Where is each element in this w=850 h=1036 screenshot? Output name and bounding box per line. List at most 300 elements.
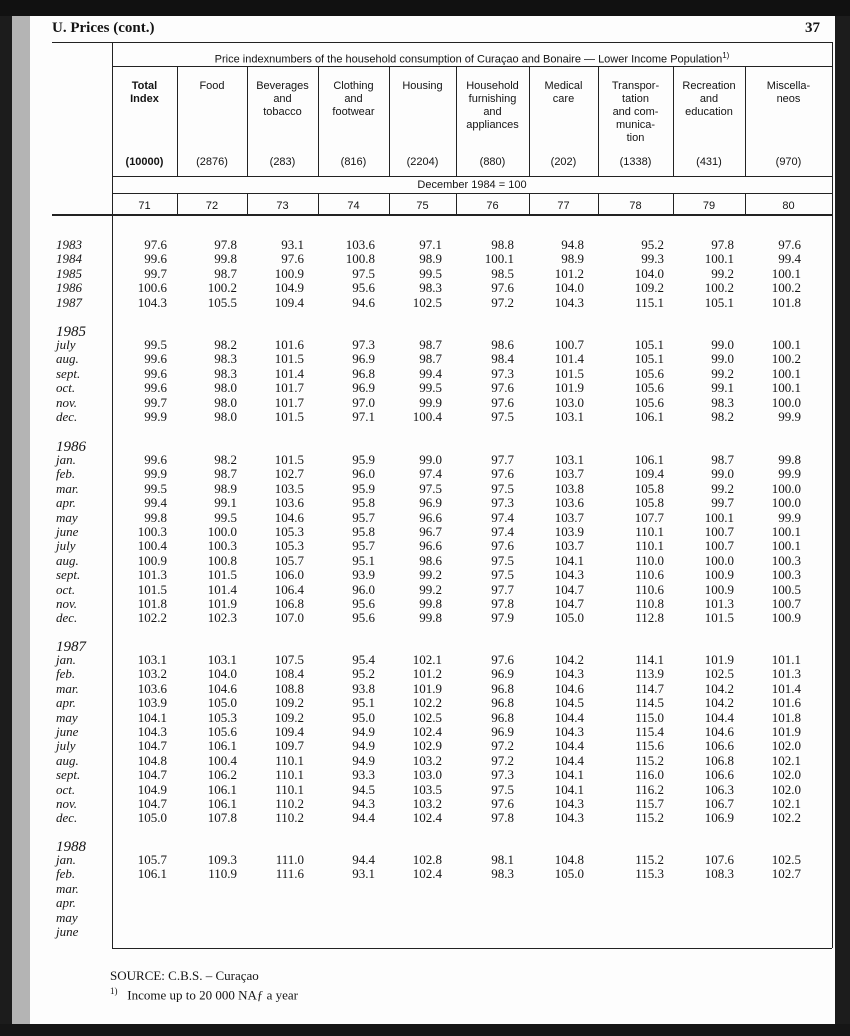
table-cell: 96.8 <box>491 680 514 696</box>
row-label: sept. <box>56 567 81 583</box>
weights-rule <box>112 176 832 177</box>
table-cell: 99.6 <box>144 380 167 396</box>
table-cell: 105.1 <box>634 351 664 367</box>
table-cell: 104.3 <box>554 294 584 310</box>
table-cell: 94.4 <box>352 810 375 826</box>
footnote-text: Income up to 20 000 NAƒ a year <box>127 987 299 1003</box>
table-cell: 108.3 <box>704 866 734 882</box>
table-cell: 97.5 <box>491 480 514 496</box>
table-cell: 104.1 <box>554 767 584 783</box>
table-cell: 98.3 <box>491 866 514 882</box>
row-label: oct. <box>56 781 76 797</box>
table-cell: 103.2 <box>137 666 167 682</box>
table-cell: 96.7 <box>419 524 442 539</box>
table-cell: 105.0 <box>554 610 584 626</box>
table-cell: 103.1 <box>554 409 584 424</box>
table-cell: 103.1 <box>554 452 584 467</box>
table-cell: 105.8 <box>634 495 664 511</box>
table-cell: 93.1 <box>352 866 375 882</box>
table-cell: 106.6 <box>704 767 734 783</box>
table-cell: 115.7 <box>635 796 664 811</box>
column-header-line: munica- <box>615 119 656 131</box>
row-label: oct. <box>56 581 76 597</box>
table-cell: 106.6 <box>704 738 734 754</box>
table-cell: 97.6 <box>491 466 514 482</box>
table-cell: 95.1 <box>352 695 375 711</box>
table-cell: 94.9 <box>352 752 375 768</box>
column-number: 78 <box>629 200 642 212</box>
row-label: july <box>56 337 76 352</box>
row-label: july <box>56 738 76 754</box>
table-cell: 98.6 <box>491 337 514 352</box>
table-cell: 99.8 <box>419 596 442 611</box>
body-top-rule <box>52 214 832 216</box>
table-cell: 97.4 <box>491 524 514 539</box>
table-cell: 98.0 <box>214 394 237 410</box>
table-cell: 99.1 <box>214 495 237 511</box>
table-cell: 116.0 <box>635 767 664 783</box>
table-cell: 102.4 <box>412 866 442 882</box>
column-header-6 <box>456 80 529 132</box>
row-label: may <box>56 909 78 925</box>
table-cell: 100.1 <box>771 337 801 352</box>
table-cell: 95.9 <box>352 452 375 467</box>
column-weight: (816) <box>340 156 367 168</box>
row-label: 1987 <box>56 294 82 310</box>
table-cell: 97.0 <box>352 394 375 410</box>
table-cell: 96.9 <box>352 351 375 367</box>
table-cell: 101.8 <box>771 294 801 310</box>
table-cell: 115.2 <box>635 810 664 826</box>
row-label: may <box>56 709 78 725</box>
table-cell: 108.8 <box>274 680 304 696</box>
header-rule <box>52 42 832 43</box>
row-label: june <box>56 924 79 939</box>
table-cell: 97.6 <box>491 796 514 811</box>
table-cell: 103.0 <box>554 394 584 410</box>
table-cell: 104.8 <box>554 852 584 867</box>
column-header-line: appliances <box>466 119 519 131</box>
table-cell: 97.5 <box>491 781 514 797</box>
table-cell: 99.9 <box>144 409 167 424</box>
table-cell: 98.3 <box>214 365 237 381</box>
table-cell: 102.5 <box>771 852 801 867</box>
table-cell: 99.0 <box>711 466 734 482</box>
column-header-line: and <box>273 93 292 105</box>
table-cell: 106.9 <box>704 810 734 826</box>
table-cell: 109.4 <box>274 724 304 739</box>
column-header-line: Total <box>131 80 158 92</box>
table-cell: 95.2 <box>352 666 375 682</box>
table-cell: 96.6 <box>419 538 442 554</box>
table-cell: 97.2 <box>491 738 514 754</box>
source-note: SOURCE: C.B.S. – Curaçao <box>110 968 259 983</box>
table-cell: 106.3 <box>704 781 734 797</box>
page-number: 37 <box>805 20 820 36</box>
column-header-4 <box>318 80 389 119</box>
column-header-line: tobacco <box>263 106 302 118</box>
column-header-line: and <box>483 106 502 118</box>
table-cell: 99.5 <box>419 380 442 396</box>
column-header-line: Medical <box>544 80 583 92</box>
table-cell: 116.2 <box>635 781 664 797</box>
table-cell: 101.5 <box>274 452 304 467</box>
table-cell: 97.3 <box>352 337 375 352</box>
table-cell: 107.6 <box>704 852 734 867</box>
table-cell: 95.6 <box>352 596 375 611</box>
column-header-10 <box>745 80 832 106</box>
table-cell: 99.9 <box>778 509 801 525</box>
row-label: june <box>56 724 79 739</box>
table-cell: 102.5 <box>412 294 442 310</box>
table-cell: 103.1 <box>137 652 167 667</box>
table-cell: 104.9 <box>137 781 167 797</box>
table-cell: 104.0 <box>554 280 584 296</box>
table-cell: 104.7 <box>554 596 584 611</box>
table-cell: 97.4 <box>491 509 514 525</box>
table-cell: 100.1 <box>771 265 801 281</box>
table-bottom-rule <box>112 948 832 949</box>
table-cell: 109.2 <box>274 695 304 711</box>
table-cell: 99.5 <box>419 265 442 281</box>
table-cell: 100.1 <box>771 380 801 396</box>
table-cell: 101.2 <box>554 265 584 281</box>
table-cell: 110.1 <box>275 752 304 768</box>
table-cell: 99.8 <box>144 509 167 525</box>
table-cell: 95.8 <box>352 524 375 539</box>
row-label: aug. <box>56 552 79 568</box>
table-cell: 100.7 <box>771 596 801 611</box>
year-group-heading: 1985 <box>56 324 86 340</box>
table-cell: 109.3 <box>207 852 237 867</box>
table-cell: 99.7 <box>144 394 167 410</box>
table-cell: 105.8 <box>634 480 664 496</box>
table-cell: 99.9 <box>144 466 167 482</box>
table-cell: 114.5 <box>635 695 664 711</box>
table-cell: 100.3 <box>137 524 167 539</box>
column-header-line: and <box>344 93 363 105</box>
table-cell: 94.4 <box>352 852 375 867</box>
table-cell: 101.8 <box>137 596 167 611</box>
table-cell: 100.9 <box>274 265 304 281</box>
table-cell: 97.6 <box>491 394 514 410</box>
table-cell: 103.8 <box>554 480 584 496</box>
table-right-rule <box>832 42 833 948</box>
table-cell: 102.4 <box>412 810 442 826</box>
column-header-line: footwear <box>332 106 375 118</box>
table-cell: 101.5 <box>274 351 304 367</box>
row-label: may <box>56 509 78 525</box>
table-cell: 97.6 <box>491 652 514 667</box>
table-cell: 105.0 <box>554 866 584 882</box>
table-cell: 100.1 <box>771 365 801 381</box>
table-cell: 110.1 <box>635 538 664 554</box>
table-cell: 104.6 <box>704 724 734 739</box>
column-header-line: Index <box>130 93 159 105</box>
table-cell: 96.0 <box>352 466 375 482</box>
row-label: apr. <box>56 695 76 711</box>
table-cell: 96.9 <box>419 495 442 511</box>
table-cell: 99.2 <box>711 265 734 281</box>
table-cell: 103.2 <box>412 752 442 768</box>
table-cell: 97.7 <box>491 581 514 597</box>
row-label: aug. <box>56 351 79 367</box>
table-cell: 101.8 <box>771 709 801 725</box>
table-cell: 102.4 <box>412 724 442 739</box>
table-cell: 97.1 <box>352 409 375 424</box>
column-weight: (2876) <box>196 156 228 168</box>
scan-bottom-border <box>0 1024 850 1036</box>
table-cell: 97.8 <box>711 237 734 252</box>
table-cell: 98.7 <box>419 337 442 352</box>
table-cell: 106.8 <box>274 596 304 611</box>
table-cell: 97.6 <box>491 280 514 296</box>
column-header-1 <box>112 80 177 106</box>
table-cell: 103.0 <box>412 767 442 783</box>
table-cell: 100.4 <box>207 752 237 768</box>
table-cell: 96.8 <box>491 709 514 725</box>
table-cell: 98.2 <box>711 409 734 424</box>
table-cell: 100.8 <box>207 552 237 568</box>
column-header-3 <box>247 80 318 119</box>
table-cell: 101.4 <box>274 365 304 381</box>
table-cell: 98.7 <box>214 466 237 482</box>
table-cell: 104.4 <box>554 738 584 754</box>
table-cell: 96.9 <box>352 380 375 396</box>
table-cell: 109.7 <box>274 738 304 754</box>
table-cell: 102.7 <box>771 866 801 882</box>
base-period: December 1984 = 100 <box>417 179 527 191</box>
row-label: 1986 <box>56 280 82 296</box>
table-cell: 97.8 <box>491 596 514 611</box>
row-label: mar. <box>56 880 79 896</box>
table-cell: 112.8 <box>635 610 664 626</box>
table-cell: 103.1 <box>207 652 237 667</box>
table-cell: 100.6 <box>137 280 167 296</box>
scan-binding-shadow <box>12 16 30 1036</box>
table-cell: 100.0 <box>771 480 801 496</box>
table-cell: 109.2 <box>634 280 664 296</box>
table-cell: 106.1 <box>137 866 167 882</box>
table-cell: 104.6 <box>274 509 304 525</box>
table-cell: 106.4 <box>274 581 304 597</box>
table-cell: 103.6 <box>137 680 167 696</box>
table-cell: 104.4 <box>704 709 734 725</box>
table-cell: 100.1 <box>771 524 801 539</box>
table-cell: 104.0 <box>207 666 237 682</box>
table-cell: 100.0 <box>704 552 734 568</box>
table-cell: 97.1 <box>419 237 442 252</box>
table-cell: 100.1 <box>484 251 514 267</box>
table-cell: 99.4 <box>778 251 801 267</box>
table-cell: 103.5 <box>274 480 304 496</box>
table-cell: 95.7 <box>352 509 375 525</box>
table-cell: 99.7 <box>711 495 734 511</box>
table-cell: 100.2 <box>771 280 801 296</box>
table-cell: 97.5 <box>491 567 514 583</box>
table-cell: 99.2 <box>711 365 734 381</box>
table-cell: 104.3 <box>554 567 584 583</box>
table-cell: 99.0 <box>711 351 734 367</box>
table-cell: 113.9 <box>635 666 664 682</box>
table-cell: 102.2 <box>137 610 167 626</box>
table-cell: 101.7 <box>274 394 304 410</box>
table-cell: 100.9 <box>771 610 801 626</box>
table-cell: 93.1 <box>281 237 304 252</box>
table-cell: 98.9 <box>214 480 237 496</box>
table-cell: 98.0 <box>214 380 237 396</box>
year-group-heading: 1986 <box>56 439 86 455</box>
table-cell: 101.9 <box>771 724 801 739</box>
row-label: feb. <box>56 866 76 882</box>
table-cell: 101.4 <box>554 351 584 367</box>
table-cell: 104.8 <box>137 752 167 768</box>
table-cell: 102.0 <box>771 781 801 797</box>
table-cell: 102.1 <box>771 752 801 768</box>
table-cell: 103.6 <box>274 495 304 511</box>
table-cell: 104.7 <box>137 796 167 811</box>
row-label: dec. <box>56 810 78 826</box>
table-cell: 104.5 <box>554 695 584 711</box>
table-cell: 102.0 <box>771 738 801 754</box>
table-cell: 102.1 <box>771 796 801 811</box>
table-cell: 97.5 <box>491 409 514 424</box>
table-cell: 104.3 <box>554 810 584 826</box>
table-cell: 105.3 <box>274 524 304 539</box>
table-cell: 110.2 <box>275 796 304 811</box>
table-cell: 96.8 <box>491 695 514 711</box>
stub-separator <box>112 42 113 948</box>
table-cell: 100.5 <box>771 581 801 597</box>
table-cell: 99.9 <box>419 394 442 410</box>
table-cell: 115.1 <box>635 294 664 310</box>
table-cell: 93.9 <box>352 567 375 583</box>
column-header-line: tion <box>626 132 645 144</box>
table-cell: 111.0 <box>275 852 304 867</box>
table-cell: 99.0 <box>419 452 442 467</box>
column-header-line: and com- <box>612 106 659 118</box>
row-label: mar. <box>56 480 79 496</box>
table-cell: 97.3 <box>491 365 514 381</box>
table-cell: 101.3 <box>771 666 801 682</box>
table-cell: 93.3 <box>352 767 375 783</box>
table-cell: 104.4 <box>554 709 584 725</box>
table-cell: 115.2 <box>635 752 664 768</box>
table-cell: 101.3 <box>137 567 167 583</box>
table-cell: 100.1 <box>704 509 734 525</box>
table-cell: 104.1 <box>554 552 584 568</box>
table-cell: 97.7 <box>491 452 514 467</box>
table-cell: 100.0 <box>207 524 237 539</box>
table-cell: 110.0 <box>635 552 664 568</box>
table-cell: 94.8 <box>561 237 584 252</box>
column-number: 76 <box>486 200 499 212</box>
table-cell: 99.8 <box>419 610 442 626</box>
row-label: jan. <box>56 452 76 467</box>
table-cell: 103.7 <box>554 538 584 554</box>
table-cell: 97.3 <box>491 495 514 511</box>
table-cell: 105.7 <box>274 552 304 568</box>
column-header-line: neos <box>776 93 801 105</box>
table-title <box>112 51 832 66</box>
table-cell: 101.2 <box>412 666 442 682</box>
table-cell: 99.2 <box>419 567 442 583</box>
row-label: 1984 <box>56 251 82 267</box>
table-cell: 102.2 <box>771 810 801 826</box>
table-cell: 98.9 <box>419 251 442 267</box>
table-cell: 99.6 <box>144 452 167 467</box>
table-cell: 101.1 <box>771 652 801 667</box>
column-weight: (970) <box>775 156 802 168</box>
table-cell: 99.7 <box>144 265 167 281</box>
table-cell: 99.0 <box>711 337 734 352</box>
table-cell: 99.4 <box>144 495 167 511</box>
row-label: sept. <box>56 365 81 381</box>
table-cell: 97.6 <box>491 538 514 554</box>
table-cell: 110.6 <box>635 567 664 583</box>
row-label: feb. <box>56 466 76 482</box>
column-header-7 <box>529 80 598 106</box>
table-cell: 97.6 <box>491 380 514 396</box>
table-cell: 98.6 <box>419 552 442 568</box>
row-label: jan. <box>56 852 76 867</box>
table-cell: 107.0 <box>274 610 304 626</box>
table-cell: 100.8 <box>345 251 375 267</box>
table-cell: 98.3 <box>419 280 442 296</box>
table-cell: 101.5 <box>274 409 304 424</box>
table-cell: 98.7 <box>214 265 237 281</box>
table-cell: 104.4 <box>554 752 584 768</box>
table-cell: 107.7 <box>634 509 664 525</box>
table-cell: 97.4 <box>419 466 442 482</box>
column-weight: (10000) <box>125 156 164 168</box>
table-cell: 97.3 <box>491 767 514 783</box>
row-label: jan. <box>56 652 76 667</box>
table-cell: 104.3 <box>137 294 167 310</box>
table-cell: 104.0 <box>634 265 664 281</box>
table-cell: 99.4 <box>419 365 442 381</box>
table-cell: 100.1 <box>771 538 801 554</box>
column-header-line: Miscella- <box>766 80 811 92</box>
column-number: 71 <box>138 200 151 212</box>
table-cell: 94.6 <box>352 294 375 310</box>
table-cell: 100.0 <box>771 495 801 511</box>
table-cell: 102.0 <box>771 767 801 783</box>
table-cell: 99.9 <box>778 466 801 482</box>
table-cell: 106.0 <box>274 567 304 583</box>
year-group-heading: 1987 <box>56 639 86 655</box>
table-cell: 100.2 <box>704 280 734 296</box>
table-cell: 98.7 <box>711 452 734 467</box>
table-cell: 103.7 <box>554 466 584 482</box>
table-cell: 100.3 <box>207 538 237 554</box>
table-cell: 106.1 <box>634 409 664 424</box>
table-cell: 110.2 <box>275 810 304 826</box>
table-cell: 95.6 <box>352 610 375 626</box>
column-header-line: care <box>552 93 575 105</box>
table-cell: 95.4 <box>352 652 375 667</box>
table-cell: 104.3 <box>554 666 584 682</box>
table-cell: 110.1 <box>635 524 664 539</box>
table-cell: 96.0 <box>352 581 375 597</box>
table-cell: 97.6 <box>281 251 304 267</box>
table-cell: 97.6 <box>144 237 167 252</box>
row-label: june <box>56 524 79 539</box>
row-label: dec. <box>56 610 78 626</box>
table-cell: 110.8 <box>635 596 664 611</box>
table-cell: 105.0 <box>137 810 167 826</box>
table-cell: 105.6 <box>634 380 664 396</box>
